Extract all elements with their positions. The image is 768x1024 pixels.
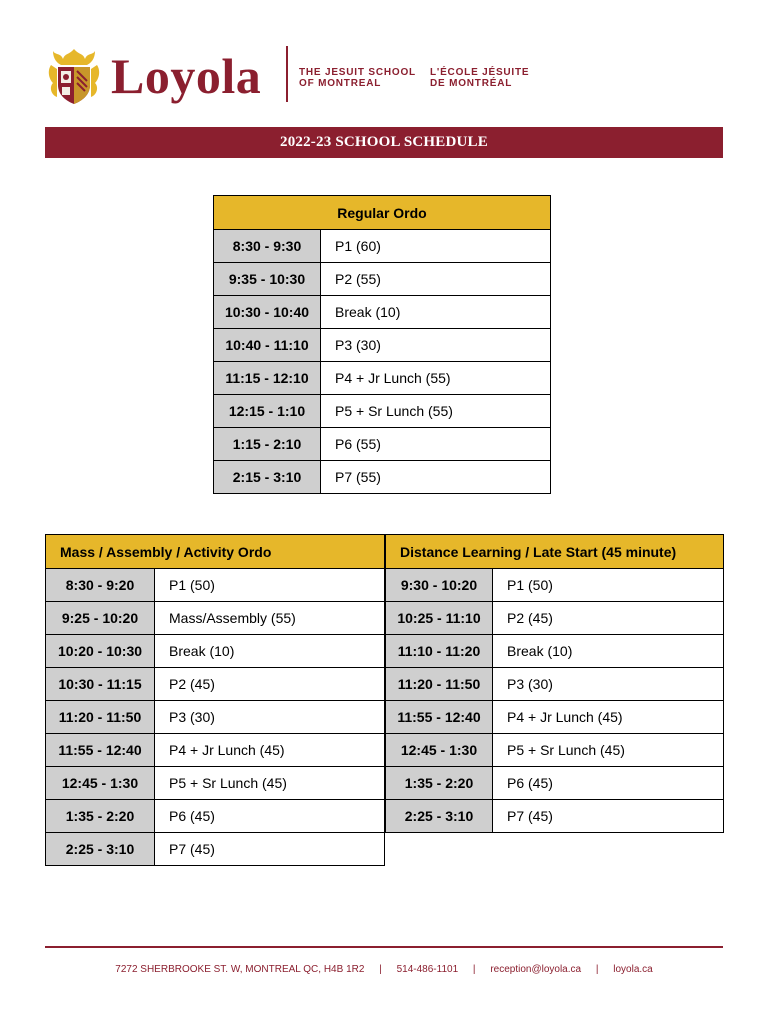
time-cell: 8:30 - 9:30 bbox=[214, 230, 321, 263]
time-cell: 1:35 - 2:20 bbox=[386, 767, 493, 800]
time-cell: 9:35 - 10:30 bbox=[214, 263, 321, 296]
footer-phone: 514-486-1101 bbox=[396, 964, 459, 975]
period-cell: P4 + Jr Lunch (55) bbox=[321, 362, 551, 395]
period-cell: P5 + Sr Lunch (45) bbox=[155, 767, 385, 800]
time-cell: 1:35 - 2:20 bbox=[46, 800, 155, 833]
header-divider bbox=[286, 46, 288, 102]
time-cell: 9:25 - 10:20 bbox=[46, 602, 155, 635]
schedule-row bbox=[214, 296, 551, 329]
schedule-row bbox=[386, 701, 724, 734]
schedule-row bbox=[214, 395, 551, 428]
table-title: Distance Learning / Late Start (45 minute) bbox=[386, 535, 724, 569]
period-cell: Break (10) bbox=[155, 635, 385, 668]
schedule-row bbox=[386, 569, 724, 602]
period-cell: P1 (50) bbox=[493, 569, 724, 602]
period-cell: P2 (55) bbox=[321, 263, 551, 296]
schedule-row bbox=[214, 263, 551, 296]
brand-name: Loyola bbox=[111, 48, 262, 104]
time-cell: 2:25 - 3:10 bbox=[46, 833, 155, 866]
schedule-row bbox=[214, 329, 551, 362]
mass-assembly-ordo-table bbox=[45, 534, 385, 866]
period-cell: P5 + Sr Lunch (55) bbox=[321, 395, 551, 428]
period-cell: P2 (45) bbox=[493, 602, 724, 635]
footer-address: 7272 SHERBROOKE ST. W, MONTREAL QC, H4B 1R2 bbox=[115, 964, 365, 975]
schedule-row bbox=[46, 734, 385, 767]
schedule-row bbox=[214, 461, 551, 494]
schedule-row bbox=[214, 362, 551, 395]
tagline-french: L'ÉCOLE JÉSUITE DE MONTRÉAL bbox=[430, 67, 530, 89]
time-cell: 1:15 - 2:10 bbox=[214, 428, 321, 461]
time-cell: 12:15 - 1:10 bbox=[214, 395, 321, 428]
table-title: Mass / Assembly / Activity Ordo bbox=[46, 535, 385, 569]
period-cell: P4 + Jr Lunch (45) bbox=[493, 701, 724, 734]
footer-email-link[interactable]: reception@loyola.ca bbox=[490, 964, 582, 975]
schedule-row bbox=[386, 668, 724, 701]
time-cell: 10:40 - 11:10 bbox=[214, 329, 321, 362]
regular-ordo-table bbox=[213, 195, 551, 494]
period-cell: Break (10) bbox=[493, 635, 724, 668]
period-cell: P3 (30) bbox=[493, 668, 724, 701]
time-cell: 2:15 - 3:10 bbox=[214, 461, 321, 494]
time-cell: 2:25 - 3:10 bbox=[386, 800, 493, 833]
footer-separator: | bbox=[472, 964, 476, 975]
period-cell: P7 (45) bbox=[493, 800, 724, 833]
schedule-row bbox=[386, 734, 724, 767]
time-cell: 8:30 - 9:20 bbox=[46, 569, 155, 602]
school-header bbox=[45, 42, 545, 108]
schedule-row bbox=[386, 635, 724, 668]
time-cell: 11:55 - 12:40 bbox=[386, 701, 493, 734]
schedule-row bbox=[214, 428, 551, 461]
period-cell: P7 (55) bbox=[321, 461, 551, 494]
schedule-row bbox=[46, 602, 385, 635]
time-cell: 11:20 - 11:50 bbox=[386, 668, 493, 701]
footer-divider bbox=[45, 946, 723, 948]
period-cell: P5 + Sr Lunch (45) bbox=[493, 734, 724, 767]
schedule-row bbox=[386, 767, 724, 800]
time-cell: 12:45 - 1:30 bbox=[386, 734, 493, 767]
time-cell: 10:30 - 10:40 bbox=[214, 296, 321, 329]
period-cell: P6 (45) bbox=[493, 767, 724, 800]
schedule-row bbox=[46, 800, 385, 833]
period-cell: P1 (50) bbox=[155, 569, 385, 602]
schedule-row bbox=[46, 569, 385, 602]
footer-contact bbox=[45, 964, 723, 975]
period-cell: P4 + Jr Lunch (45) bbox=[155, 734, 385, 767]
table-title: Regular Ordo bbox=[214, 196, 551, 230]
tagline-english: THE JESUIT SCHOOL OF MONTREAL bbox=[299, 67, 416, 89]
time-cell: 11:10 - 11:20 bbox=[386, 635, 493, 668]
period-cell: P6 (45) bbox=[155, 800, 385, 833]
time-cell: 9:30 - 10:20 bbox=[386, 569, 493, 602]
period-cell: P6 (55) bbox=[321, 428, 551, 461]
footer-separator: | bbox=[595, 964, 599, 975]
footer-separator: | bbox=[379, 964, 382, 975]
schedule-row bbox=[46, 833, 385, 866]
schedule-row bbox=[46, 767, 385, 800]
schedule-row bbox=[214, 230, 551, 263]
period-cell: Mass/Assembly (55) bbox=[155, 602, 385, 635]
period-cell: P7 (45) bbox=[155, 833, 385, 866]
time-cell: 10:30 - 11:15 bbox=[46, 668, 155, 701]
schedule-row bbox=[386, 602, 724, 635]
schedule-row bbox=[46, 635, 385, 668]
time-cell: 10:25 - 11:10 bbox=[386, 602, 493, 635]
period-cell: P3 (30) bbox=[321, 329, 551, 362]
footer-website-link[interactable]: loyola.ca bbox=[613, 964, 653, 975]
period-cell: P1 (60) bbox=[321, 230, 551, 263]
period-cell: Break (10) bbox=[321, 296, 551, 329]
time-cell: 12:45 - 1:30 bbox=[46, 767, 155, 800]
school-crest-logo bbox=[45, 47, 103, 105]
time-cell: 11:15 - 12:10 bbox=[214, 362, 321, 395]
time-cell: 10:20 - 10:30 bbox=[46, 635, 155, 668]
distance-learning-ordo-table bbox=[385, 534, 724, 833]
time-cell: 11:20 - 11:50 bbox=[46, 701, 155, 734]
period-cell: P2 (45) bbox=[155, 668, 385, 701]
schedule-row bbox=[46, 701, 385, 734]
schedule-row bbox=[386, 800, 724, 833]
time-cell: 11:55 - 12:40 bbox=[46, 734, 155, 767]
schedule-row bbox=[46, 668, 385, 701]
period-cell: P3 (30) bbox=[155, 701, 385, 734]
schedule-banner: 2022-23 SCHOOL SCHEDULE bbox=[45, 127, 723, 158]
